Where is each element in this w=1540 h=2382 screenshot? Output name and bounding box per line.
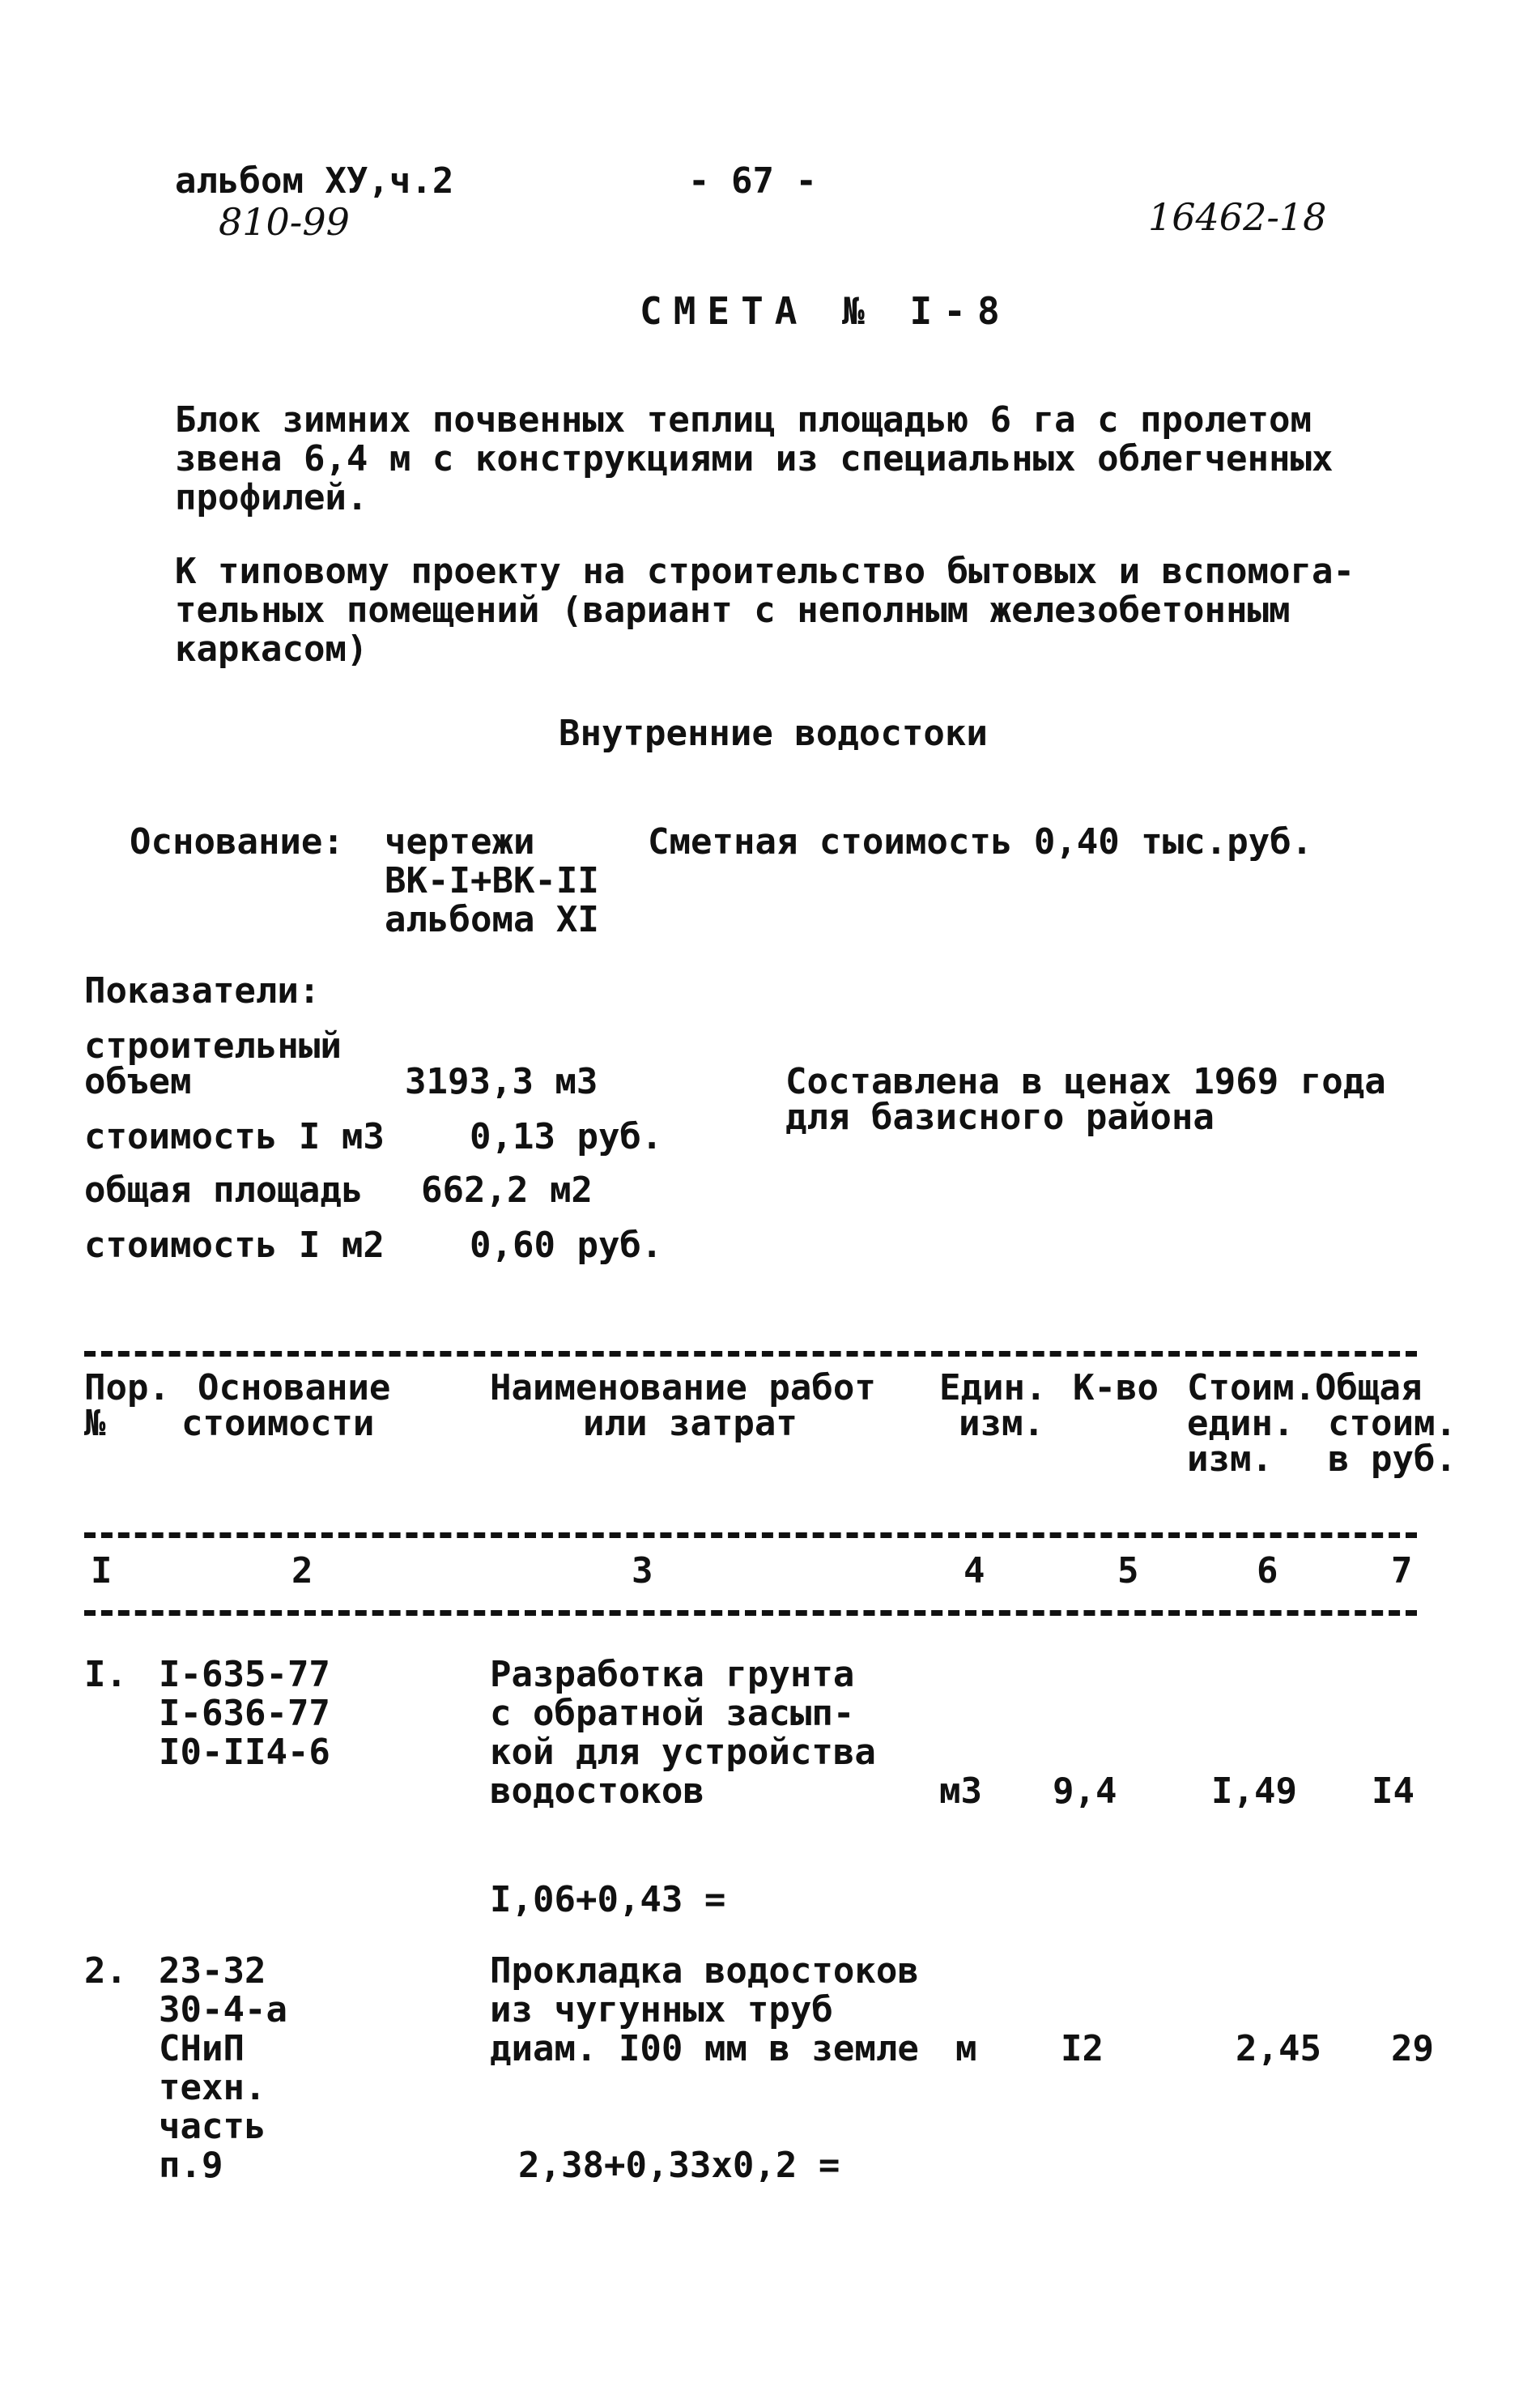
total-area-value: 662,2 м2 (421, 1170, 593, 1211)
header-total-cost: стоим. (1328, 1403, 1457, 1444)
column-number: 7 (1391, 1550, 1413, 1592)
total-area-label: общая площадь (84, 1170, 364, 1211)
row-unit: м3 (939, 1771, 982, 1812)
volume-value: 3193,3 м3 (405, 1061, 598, 1102)
row-number: 2. (84, 1950, 127, 1992)
row-work-name: кой для устройства (490, 1732, 876, 1773)
project-reference-line: тельных помещений (вариант с неполным железобетонным (175, 590, 1291, 631)
header-order-number: Пор. (84, 1367, 170, 1408)
row-number: I. (84, 1654, 127, 1695)
cost-per-m2-label: стоимость I м2 (84, 1225, 385, 1266)
row-work-name: Разработка грунта (490, 1654, 855, 1695)
basis-label: Основание: (130, 821, 344, 863)
header-work-name: Наименование работ (490, 1367, 876, 1408)
column-number: 6 (1257, 1550, 1278, 1592)
row-basis: I0-II4-6 (159, 1732, 330, 1773)
album-reference: альбом ХУ,ч.2 (175, 160, 454, 202)
header-quantity: К-во (1073, 1367, 1159, 1408)
row-basis: I-636-77 (159, 1693, 330, 1734)
album-handwritten-note: 810-99 (219, 200, 350, 244)
cost-per-m3-value: 0,13 руб. (470, 1116, 663, 1157)
basis-drawings: ВК-I+ВК-II (385, 860, 599, 901)
price-base-note: для базисного района (785, 1097, 1215, 1138)
row-formula: 2,38+0,33х0,2 = (518, 2145, 840, 2186)
cost-per-m2-value: 0,60 руб. (470, 1225, 663, 1266)
row-basis: 30-4-а (159, 1989, 287, 2030)
row-unit: м (955, 2028, 977, 2069)
header-unit-cost: един. (1187, 1403, 1295, 1444)
cost-per-m3-label: стоимость I м3 (84, 1116, 385, 1157)
basis-drawings: чертежи (385, 821, 535, 863)
volume-label: объем (84, 1061, 192, 1102)
row-work-name: водостоков (490, 1771, 704, 1812)
header-unit: изм. (959, 1403, 1044, 1444)
description-line: профилей. (175, 477, 368, 518)
row-basis: п.9 (159, 2145, 223, 2186)
header-work-name: или затрат (583, 1403, 798, 1444)
header-unit-cost: Стоим. (1187, 1367, 1316, 1408)
header-unit: Един. (939, 1367, 1047, 1408)
row-work-name: диам. I00 мм в земле (490, 2028, 919, 2069)
page-number: - 67 - (688, 160, 817, 202)
column-number: 5 (1117, 1550, 1139, 1592)
header-total-cost: в руб. (1328, 1438, 1457, 1480)
description-line: Блок зимних почвенных теплиц площадью 6 га с пролетом (175, 399, 1312, 441)
header-total-cost: Общая (1315, 1367, 1423, 1408)
column-number: 2 (291, 1550, 313, 1592)
row-total-cost: I4 (1372, 1771, 1415, 1812)
basis-drawings: альбома XI (385, 899, 599, 940)
row-basis: 23-32 (159, 1950, 266, 1992)
row-basis: I-635-77 (159, 1654, 330, 1695)
indicators-label: Показатели: (84, 970, 321, 1012)
table-divider (84, 1351, 1417, 1357)
row-unit-cost: 2,45 (1236, 2028, 1321, 2069)
column-number: 4 (964, 1550, 985, 1592)
row-work-name: из чугунных труб (490, 1989, 833, 2030)
row-work-name: Прокладка водостоков (490, 1950, 919, 1992)
row-quantity: 9,4 (1053, 1771, 1117, 1812)
project-reference-line: каркасом) (175, 629, 368, 670)
price-base-note: Составлена в ценах 1969 года (785, 1061, 1386, 1102)
header-cost-basis: Основание (198, 1367, 391, 1408)
row-basis: СНиП (159, 2028, 245, 2069)
estimated-cost: Сметная стоимость 0,40 тыс.руб. (648, 821, 1313, 863)
section-title: Внутренние водостоки (559, 713, 988, 754)
row-basis: техн. (159, 2067, 266, 2108)
row-unit-cost: I,49 (1211, 1771, 1297, 1812)
column-number: 3 (632, 1550, 653, 1592)
document-code-handwritten: 16462-18 (1148, 195, 1327, 239)
header-cost-basis: стоимости (181, 1403, 375, 1444)
row-total-cost: 29 (1391, 2028, 1434, 2069)
row-basis: часть (159, 2106, 266, 2147)
project-reference-line: К типовому проекту на строительство бытовых и вспомога- (175, 551, 1355, 592)
header-order-number: № (84, 1403, 106, 1444)
table-divider (84, 1610, 1417, 1616)
table-divider (84, 1532, 1417, 1538)
header-unit-cost: изм. (1187, 1438, 1273, 1480)
volume-label: строительный (84, 1025, 342, 1067)
column-number: I (91, 1550, 113, 1592)
document-title: СМЕТА № I-8 (640, 289, 1011, 333)
row-work-name: с обратной засып- (490, 1693, 855, 1734)
row-quantity: I2 (1061, 2028, 1104, 2069)
description-line: звена 6,4 м с конструкциями из специальных облегченных (175, 438, 1334, 479)
row-formula: I,06+0,43 = (490, 1879, 726, 1920)
